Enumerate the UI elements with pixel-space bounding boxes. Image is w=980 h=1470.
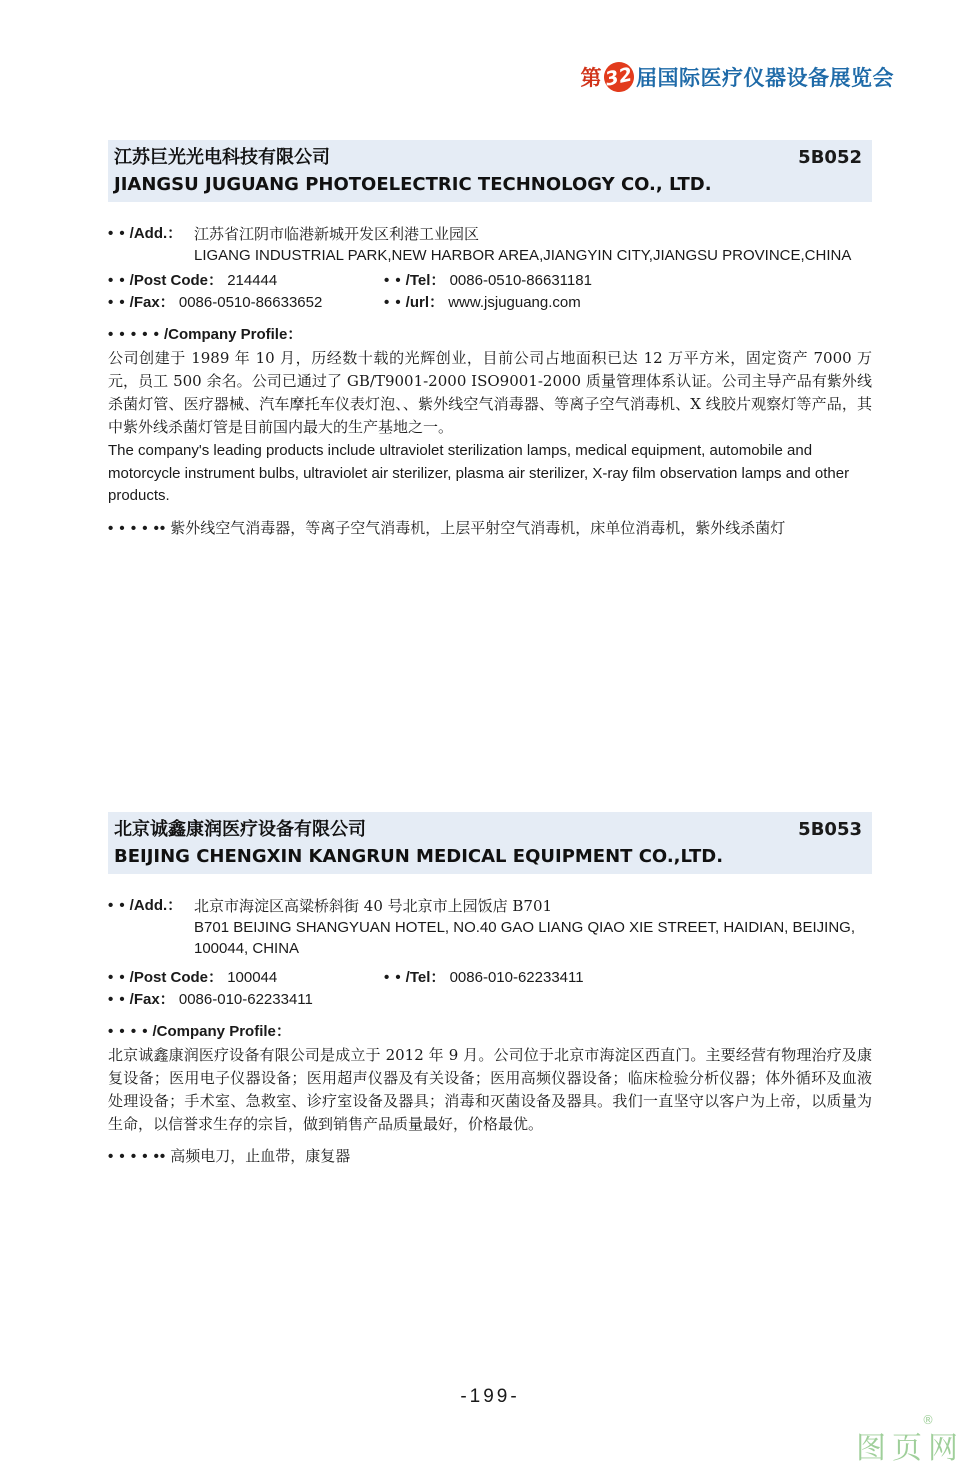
company-name-en: BEIJING CHENGXIN KANGRUN MEDICAL EQUIPMENT CO.,LTD. bbox=[114, 846, 724, 867]
fax-value: 0086-010-62233411 bbox=[178, 991, 313, 1008]
logo-number: 32 bbox=[601, 59, 637, 95]
address-row bbox=[108, 224, 872, 266]
address-label: /Add.： bbox=[129, 897, 183, 914]
profile-label: /Company Profile： bbox=[163, 326, 303, 343]
booth-number: 5B052 bbox=[798, 147, 862, 168]
profile-text-en: The company's leading products include ultraviolet sterilization lamps, medical equipment, automobile and motorcycle instrument bulbs, ultraviolet air sterilizer, plasma air sterilizer, X-ray film observation lamps and other products. bbox=[108, 442, 850, 504]
address-label: /Add.： bbox=[129, 225, 183, 242]
contact-row: • • /Post Code： 214444 • • /Tel： 0086-0510-86631181 bbox=[108, 272, 592, 289]
company-name-en: JIANGSU JUGUANG PHOTOELECTRIC TECHNOLOGY CO., LTD. bbox=[114, 174, 712, 195]
contact-row: • • /Post Code： 100044 • • /Tel： 0086-010-62233411 bbox=[108, 969, 584, 986]
fax-value: 0086-0510-86633652 bbox=[178, 294, 323, 311]
exhibition-logo bbox=[581, 62, 895, 92]
registered-mark: ® bbox=[922, 1413, 934, 1427]
company-name-cn: 北京诚鑫康润医疗设备有限公司 bbox=[114, 819, 366, 840]
watermark-text: 图页网 bbox=[856, 1431, 964, 1466]
company-title-bar bbox=[108, 812, 872, 874]
contact-row: • • /Fax： 0086-010-62233411 bbox=[108, 991, 313, 1008]
booth-number: 5B053 bbox=[798, 819, 862, 840]
products-row: • • • • •• 高频电刀，止血带，康复器 bbox=[108, 1147, 351, 1165]
contact-row: • • /Fax： 0086-0510-86633652 • • /url： www.jsjuguang.com bbox=[108, 294, 581, 311]
company-name-cn: 江苏巨光光电科技有限公司 bbox=[114, 147, 330, 168]
tel-label: /Tel： bbox=[405, 272, 446, 289]
tel-value: 0086-0510-86631181 bbox=[449, 272, 592, 289]
company-title-bar bbox=[108, 140, 872, 202]
products-text: 紫外线空气消毒器，等离子空气消毒机，上层平射空气消毒机，床单位消毒机，紫外线杀菌灯 bbox=[170, 518, 786, 537]
watermark-logo bbox=[856, 1413, 964, 1467]
profile-label-row: • • • • • /Company Profile： bbox=[108, 326, 303, 343]
tel-label: /Tel： bbox=[405, 969, 446, 986]
logo-suffix: 届国际医疗仪器设备展览会 bbox=[636, 66, 894, 90]
postcode-value: 100044 bbox=[227, 969, 278, 986]
address-cn: 江苏省江阴市临港新城开发区利港工业园区 bbox=[194, 225, 480, 243]
bullet-dots: • • bbox=[108, 225, 126, 242]
company-entry bbox=[108, 140, 872, 540]
profile-label-row: • • • • /Company Profile： bbox=[108, 1023, 291, 1040]
page-number: -199- bbox=[460, 1386, 520, 1407]
address-cn: 北京市海淀区高粱桥斜街 40 号北京市上园饭店 B701 bbox=[194, 897, 553, 915]
postcode-value: 214444 bbox=[227, 272, 278, 289]
products-text: 高频电刀，止血带，康复器 bbox=[170, 1147, 351, 1165]
logo-prefix: 第 bbox=[580, 66, 602, 90]
address-en: LIGANG INDUSTRIAL PARK,NEW HARBOR AREA,JIANGYIN CITY,JIANGSU PROVINCE,CHINA bbox=[194, 247, 852, 264]
fax-label: /Fax： bbox=[129, 991, 175, 1008]
bullet-dots: • • bbox=[108, 897, 126, 914]
address-row bbox=[108, 896, 872, 959]
url-link[interactable]: www.jsjuguang.com bbox=[448, 294, 581, 311]
postcode-label: /Post Code： bbox=[129, 969, 224, 986]
url-label: /url： bbox=[405, 294, 445, 311]
profile-text-cn: 北京诚鑫康润医疗设备有限公司是成立于 2012 年 9 月。公司位于北京市海淀区西直门。主要经营有物理治疗及康复设备；医用电子仪器设备；医用超声仪器及有关设备；医用高频仪器设备；临床检验分析仪器；体外循环及血液处理设备；手术室、急救室、诊疗室设备及器具；消毒和灭菌设备及器具。我们一直坚守以客户为上帝，以质量为生命，以信誉求生存的宗旨，做到销售产品质量最好，价格最优。 bbox=[108, 1046, 872, 1133]
company-entry bbox=[108, 812, 872, 1168]
products-row: • • • • •• 紫外线空气消毒器，等离子空气消毒机，上层平射空气消毒机，床单位消毒机，紫外线杀菌灯 bbox=[108, 518, 786, 537]
fax-label: /Fax： bbox=[129, 294, 175, 311]
postcode-label: /Post Code： bbox=[129, 272, 224, 289]
address-en: B701 BEIJING SHANGYUAN HOTEL, NO.40 GAO LIANG QIAO XIE STREET, HAIDIAN, BEIJING, 100044, CHINA bbox=[194, 919, 856, 957]
tel-value: 0086-010-62233411 bbox=[449, 969, 584, 986]
profile-text-cn: 公司创建于 1989 年 10 月，历经数十载的光辉创业，目前公司占地面积已达 12 万平方米，固定资产 7000 万元，员工 500 余名。公司已通过了 GB/T9001-2000 ISO9001-2000 质量管理体系认证。公司主导产品有紫外线杀菌灯管、医疗器械、汽车摩托车仪表灯泡、、紫外线空气消毒器、等离子空气消毒机、X 线胶片观察灯等产品，其中紫外线杀菌灯管是目前国内最大的生产基地之一。 bbox=[108, 349, 872, 436]
profile-label: /Company Profile： bbox=[152, 1023, 291, 1040]
